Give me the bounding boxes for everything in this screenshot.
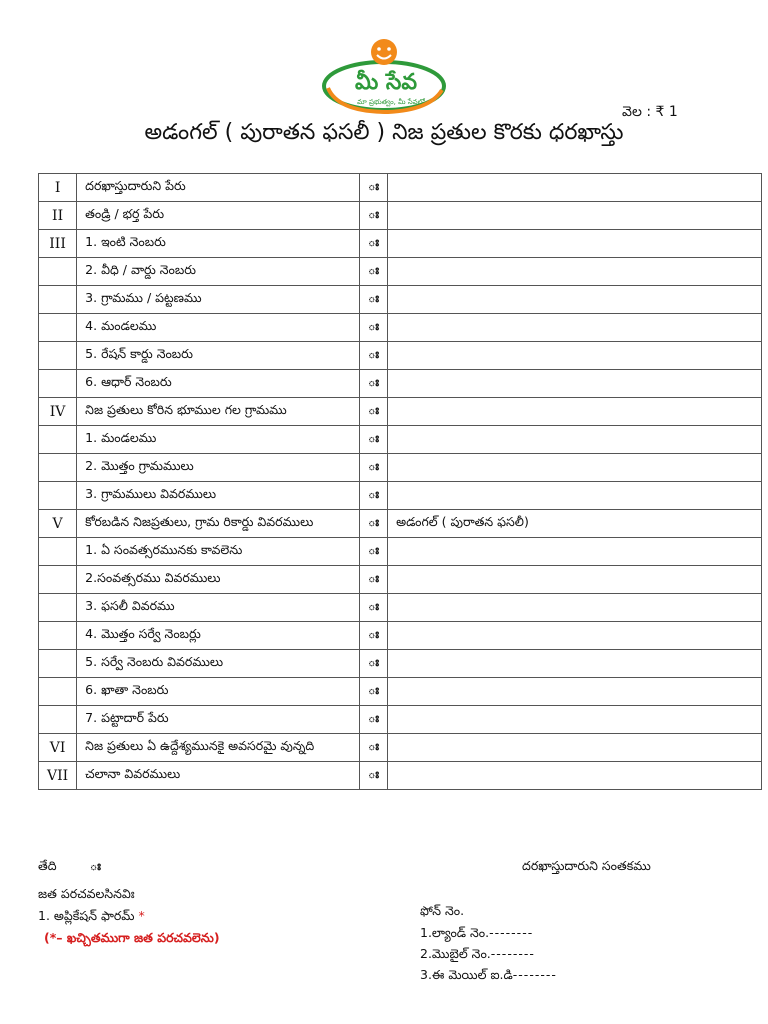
enclosure-item-1 [38,908,145,927]
row-label: 3. గ్రామము / పట్టణము [77,286,360,314]
phone-heading: ఫోన్ నెం. [420,903,465,918]
row-colon: ః [360,426,388,454]
logo-tagline: మా ప్రభుత్వం, మీ సేవలో [357,98,425,106]
mobile-blank[interactable]: -------- [490,946,535,961]
row-colon: ః [360,706,388,734]
table-row [39,202,762,230]
table-row [39,426,762,454]
row-label: కోరబడిన నిజప్రతులు, గ్రామ రికార్డు వివరములు [77,510,360,538]
landline-label: 1.ల్యాండ్ నెం. [420,925,490,940]
row-value-field[interactable] [388,314,762,342]
row-colon: ః [360,454,388,482]
row-value-field[interactable] [388,734,762,762]
application-form-table [38,173,762,790]
enclosure-note: (*– ఖచ్చితముగా జత పరచవలెను) [44,930,220,945]
row-label: 2. మొత్తం గ్రామములు [77,454,360,482]
table-row [39,482,762,510]
row-label: 6. ఆధార్ నెంబరు [77,370,360,398]
table-row [39,314,762,342]
row-value-field[interactable] [388,174,762,202]
row-label: 7. పట్టాదార్ పేరు [77,706,360,734]
table-row [39,594,762,622]
table-row [39,566,762,594]
row-number: V [39,510,77,538]
row-value-field[interactable] [388,202,762,230]
row-value-field[interactable] [388,622,762,650]
mee-seva-logo [318,36,450,116]
table-row [39,622,762,650]
row-label: 4. మొత్తం సర్వే నెంబర్లు [77,622,360,650]
row-colon: ః [360,342,388,370]
logo-name: మీ సేవ [354,70,418,95]
row-value-field[interactable] [388,594,762,622]
row-value-field[interactable] [388,398,762,426]
mobile-field [420,946,535,965]
table-row [39,454,762,482]
row-label: తండ్రి / భర్త పేరు [77,202,360,230]
date-colon: ః [90,858,101,873]
email-field [420,967,557,986]
row-number [39,342,77,370]
row-value-field[interactable] [388,566,762,594]
row-value-field[interactable]: అడంగల్ ( పురాతన ఫసలీ) [388,510,762,538]
row-colon: ః [360,314,388,342]
table-row [39,678,762,706]
row-colon: ః [360,762,388,790]
row-number [39,314,77,342]
row-label: 3. గ్రామములు వివరములు [77,482,360,510]
email-label: 3.ఈ మెయిల్ ఐ.డి [420,967,513,982]
enclosure-item-1-label: 1. అప్లికేషన్ ఫారమ్ [38,908,135,923]
row-colon: ః [360,482,388,510]
enclosures-heading: జత పరచవలసినవిః [38,886,135,901]
row-number [39,258,77,286]
email-blank[interactable]: -------- [512,967,557,982]
row-number [39,678,77,706]
table-row [39,286,762,314]
row-number [39,566,77,594]
row-colon: ః [360,510,388,538]
row-colon: ః [360,258,388,286]
row-number [39,706,77,734]
landline-field [420,925,533,944]
page-title: అడంగల్ ( పురాతన ఫసలీ ) నిజ ప్రతుల కొరకు ధరఖాస్తు [144,120,624,145]
row-colon: ః [360,650,388,678]
table-row [39,538,762,566]
row-value-field[interactable] [388,762,762,790]
row-colon: ః [360,622,388,650]
row-number [39,594,77,622]
row-value-field[interactable] [388,482,762,510]
landline-blank[interactable]: -------- [489,925,534,940]
row-label: 2. వీధి / వార్డు నెంబరు [77,258,360,286]
row-colon: ః [360,370,388,398]
row-value-field[interactable] [388,370,762,398]
row-value-field[interactable] [388,258,762,286]
row-number [39,286,77,314]
row-value-field[interactable] [388,538,762,566]
row-colon: ః [360,538,388,566]
row-colon: ః [360,230,388,258]
row-label: 1. ఏ సంవత్సరమునకు కావలెను [77,538,360,566]
mobile-label: 2.మొబైల్ నెం. [420,946,491,961]
row-number [39,650,77,678]
row-label: నిజ ప్రతులు కోరిన భూముల గల గ్రామము [77,398,360,426]
row-number [39,370,77,398]
row-label: 1. మండలము [77,426,360,454]
row-number [39,482,77,510]
row-number [39,538,77,566]
table-row [39,258,762,286]
row-number: IV [39,398,77,426]
row-number: I [39,174,77,202]
table-row [39,510,762,538]
row-label: 3. ఫసలీ వివరము [77,594,360,622]
row-value-field[interactable] [388,454,762,482]
table-row [39,342,762,370]
table-row [39,230,762,258]
row-value-field[interactable] [388,706,762,734]
row-label: 5. సర్వే నెంబరు వివరములు [77,650,360,678]
row-number [39,426,77,454]
row-number: VII [39,762,77,790]
row-value-field[interactable] [388,426,762,454]
row-label: 4. మండలము [77,314,360,342]
row-colon: ః [360,286,388,314]
row-colon: ః [360,202,388,230]
row-colon: ః [360,398,388,426]
row-number [39,454,77,482]
row-number: VI [39,734,77,762]
table-row [39,174,762,202]
row-label: 5. రేషన్ కార్డు నెంబరు [77,342,360,370]
row-colon: ః [360,678,388,706]
row-value-field[interactable] [388,650,762,678]
row-label: నిజ ప్రతులు ఏ ఉద్దేశ్యమునకై అవసరమై వున్నది [77,734,360,762]
row-label: దరఖాస్తుదారుని పేరు [77,174,360,202]
table-row [39,734,762,762]
row-value-field[interactable] [388,230,762,258]
row-number [39,622,77,650]
row-value-field[interactable] [388,342,762,370]
row-colon: ః [360,734,388,762]
date-label: తేది [38,858,57,873]
row-colon: ః [360,594,388,622]
row-value-field[interactable] [388,286,762,314]
row-label: చలానా వివరములు [77,762,360,790]
row-value-field[interactable] [388,678,762,706]
row-number: II [39,202,77,230]
table-row [39,370,762,398]
table-row [39,650,762,678]
row-colon: ః [360,174,388,202]
row-label: 1. ఇంటి నెంబరు [77,230,360,258]
table-row [39,706,762,734]
row-label: 2.సంవత్సరము వివరములు [77,566,360,594]
signature-label: దరఖాస్తుదారుని సంతకము [522,858,651,873]
row-number: III [39,230,77,258]
table-row [39,398,762,426]
table-row [39,762,762,790]
row-colon: ః [360,566,388,594]
row-label: 6. ఖాతా నెంబరు [77,678,360,706]
price-label: వెల : ₹ 1 [622,104,678,120]
required-star: * [138,908,145,923]
